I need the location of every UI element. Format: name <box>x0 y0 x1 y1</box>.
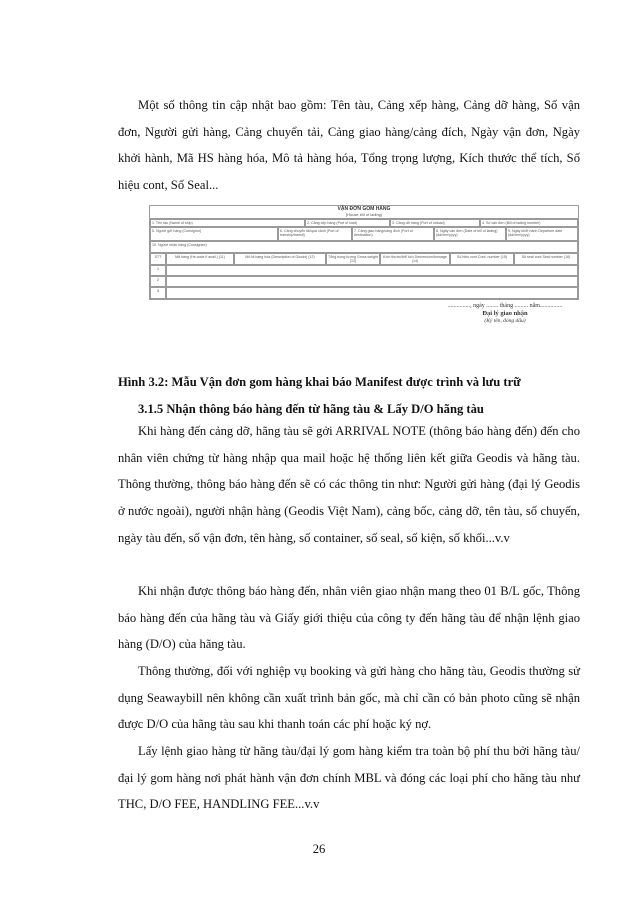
form-header-seal-number: Số seal cont Seal number (16) <box>514 253 578 265</box>
form-row-number: 3 <box>150 287 166 299</box>
paragraph-receive-notice: Khi nhận được thông báo hàng đến, nhân viên giao nhận mang theo 01 B/L gốc, Thông báo hàng đến của hãng tàu và Giấy giới thiệu của công ty đến hãng tàu để nhận lệnh giao hàng (D/O) của hãng tàu. <box>118 584 580 652</box>
form-header-description: Mô tả hàng hóa (Description of Goods) (12) <box>234 253 326 265</box>
signature-block <box>430 302 580 325</box>
form-field-transit-port: 6. Cảng chuyển tải/quá cảnh (Port of tranship/transit) <box>278 227 352 241</box>
house-bill-of-lading-form <box>149 205 579 300</box>
form-title-block <box>150 206 578 219</box>
form-field-departure-date: 9. Ngày khởi hành Departure date (dd/mm/yyyy) <box>506 227 578 241</box>
paragraph-delivery-order: Lấy lệnh giao hàng từ hãng tàu/đại lý gom hàng kiểm tra toàn bộ phí thu bởi hãng tàu/đại lý gom hàng nơi phát hành vận đơn chính MBL và đóng các loại phí cho hãng tàu như THC, D/O FEE, HANDLING FEE...v.v <box>118 744 580 812</box>
form-header-hs-code: Mã hàng (Hs code if avail.) (11) <box>166 253 234 265</box>
form-field-port-unload: 3. Cảng dỡ hàng (Port of unload) <box>390 219 480 227</box>
form-row-number: 1 <box>150 265 166 276</box>
section-heading: 3.1.5 Nhận thông báo hàng đến từ hãng tàu & Lấy D/O hãng tàu <box>138 402 484 416</box>
form-field-bl-date: 8. Ngày vận đơn (Date of bill of lading) (dd/mm/yyyy) <box>434 227 506 241</box>
intro-paragraph: Một số thông tin cập nhật bao gồm: Tên tàu, Cảng xếp hàng, Cảng dỡ hàng, Số vận đơn, Người gửi hàng, Cảng chuyển tải, Cảng giao hàng/cảng đích, Ngày vận đơn, Ngày khởi hành, Mã HS hàng hóa, Mô tả hàng hóa, Tổng trọng lượng, Kích thước thể tích, Số hiệu cont, Số Seal... <box>118 98 580 193</box>
form-field-destination: 7. Cảng giao hàng/cảng đích (Port of destination) <box>352 227 434 241</box>
form-row-body <box>166 276 578 287</box>
form-header-dimension: Kích thước/thể tích Demension/tonnage (14) <box>380 253 450 265</box>
form-title: VẬN ĐƠN GOM HÀNG <box>337 206 391 212</box>
form-row-body <box>166 265 578 276</box>
signature-role: Đại lý giao nhận <box>482 310 528 317</box>
figure-caption: Hình 3.2: Mẫu Vận đơn gom hàng khai báo Manifest được trình và lưu trữ <box>118 375 521 389</box>
form-field-consignor: 5. Người gửi hàng (Consignor) <box>150 227 278 241</box>
form-field-consignee: 10. Người nhận hàng (Consignee) <box>150 241 578 253</box>
form-header-stt: STT <box>150 253 166 265</box>
paragraph-seawaybill: Thông thường, đối với nghiệp vụ booking và gửi hàng cho hãng tàu, Geodis thường sử dụng Seawaybill nên không cần xuất trình bản gốc, mà chỉ cần có bản photo cũng sẽ nhận được D/O của hãng tàu sau khi thanh toán các phí hoặc ký nợ. <box>118 664 580 732</box>
paragraph-arrival-note: Khi hàng đến cảng dỡ, hãng tàu sẽ gởi ARRIVAL NOTE (thông báo hàng đến) đến cho nhân viên chứng từ hàng nhập qua mail hoặc hệ thống liên kết giữa Geodis và hãng tàu. Thông thường, thông báo hàng đến sẽ có các thông tin như: Người gửi hàng (đại lý Geodis ở nước ngoài), người nhận hàng (Geodis Việt Nam), cảng bốc, cảng dỡ, tên tàu, số chuyến, ngày tàu đến, số vận đơn, tên hàng, số container, số seal, số kiện, số khối...v.v <box>118 424 580 545</box>
form-header-gross-weight: Tổng trọng lượng Gross weight (13) <box>326 253 380 265</box>
signature-date-line: ..............., ngày ........ tháng ......... năm............... <box>447 303 563 309</box>
form-header-cont-number: Số hiệu cont Cont. number (15) <box>450 253 514 265</box>
form-field-port-load: 2. Cảng xếp hàng (Port of load) <box>305 219 390 227</box>
form-row-number: 2 <box>150 276 166 287</box>
signature-note: (Ký tên, đóng dấu) <box>484 318 526 324</box>
form-row-body <box>166 287 578 299</box>
form-subtitle: (House bill of lading) <box>345 212 383 217</box>
page-number: 26 <box>312 842 326 856</box>
form-field-bl-number: 4. Số vận đơn (Bill of lading number) <box>480 219 578 227</box>
form-field-ship-name: 1. Tên tàu (Name of ship) <box>150 219 305 227</box>
